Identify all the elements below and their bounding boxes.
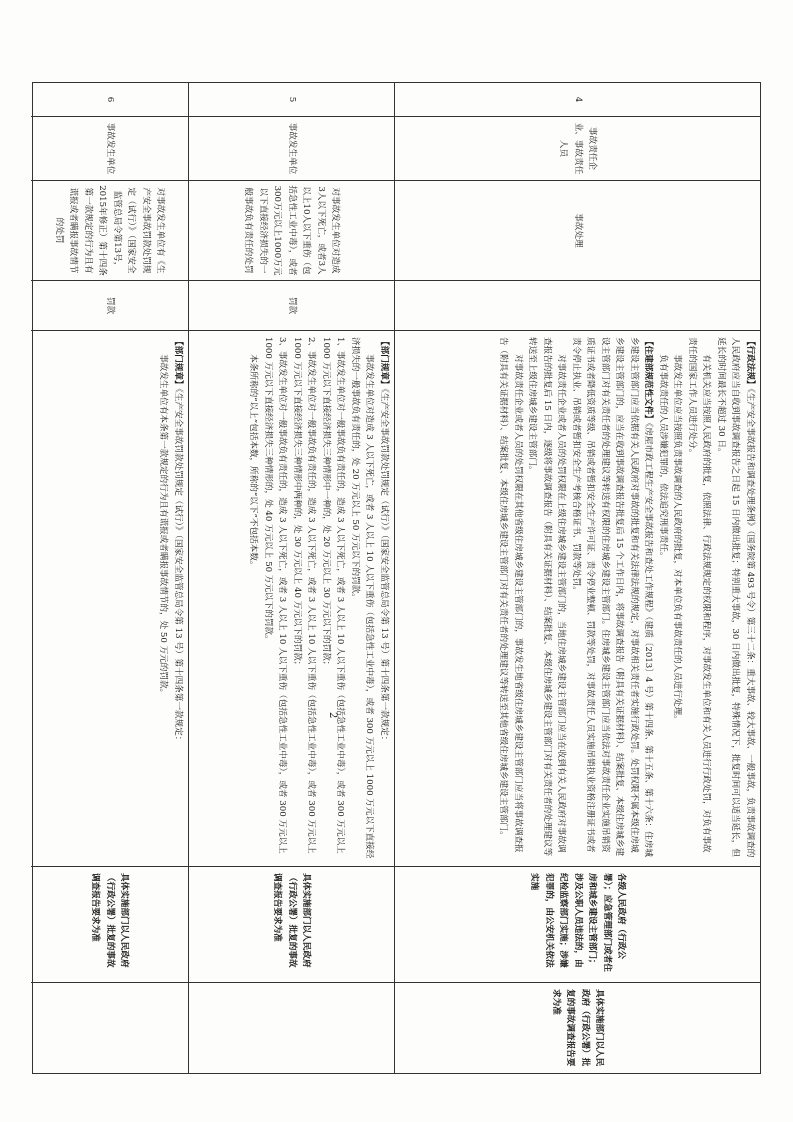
basis-tag: 【行政法规】 [745,337,755,389]
table-row [31,83,188,1073]
row-responsible-dept: 具体实施部门以人民政府（行政公署）批复的事故调查报告要求为准 [189,867,394,983]
row-responsible-dept: 各级人民政府（行政公署）；应急管理部门或者住房和城乡建设主管部门；涉及公职人员违法的，由纪检监察部门实施；涉嫌犯罪的，由公安机关依法实施 [395,867,760,983]
row-item-type: 罚款 [189,281,394,331]
row-legal-basis [395,331,760,867]
row-item-name: 对事故发生单位有《生产安全事故罚款处罚规定（试行）》（国家安全监管总局令第13号，2015年修正）第十四条第一款规定的行为且有谎报或者瞒报事故情节的处罚 [31,181,188,281]
basis-text: 对事故责任企业或者人员的处罚权限在其他省级住房城乡建设主管部门的，事故发生地省级住房城乡建设主管部门应当将事故调查报告（附具有关证据材料）、结案批复、本级住房城乡建设主管部门对有关责任者的处理建议等转送至其他省级住房城乡建设主管部门。 [498,337,523,853]
row-implementing-dept [189,983,394,1075]
basis-tag: 【住建部规范性文件】 [643,337,654,423]
penalty-table [32,82,761,1074]
row-number: 6 [31,83,188,117]
basis-text: 3、事故发生单位对一般事故负有责任的，造成 3 人以下死亡，或者 3 人以上 10 人以下重伤（包括急性工业中毒），或者 300 万元以上 1000 万元以下直接经济损失三种情形的，处 40 万元以上 50 万元以下的罚款。 [263,337,288,854]
page-number: 2 [327,712,338,719]
row-subject: 事故责任企业、事故责任人员 [395,117,760,181]
basis-text: 《生产安全事故报告和调查处理条例》（国务院第 493 号令）第三十二条：重大事故、较大事故、一般事故，负责事故调查的人民政府应当自收到事故调查报告之日起 15 日内做出批复；特别重大事故，30 日内做出批复，特殊情况下，批复时间可以适当延长，但延长的时间最长不超过 30 日。 [716,337,755,858]
row-implementing-dept: 具体实施部门以人民政府（行政公署）批复的事故调查报告要求为准 [551,989,605,1067]
basis-tag: 【部门规章】 [379,337,389,389]
basis-text: 事故发生单位应当按照负责事故调查的人民政府的批复，对本单位负有事故责任的人员进行处理。 [672,354,683,724]
basis-text: 对事故责任企业或者人员的处罚权限在上级住房城乡建设主管部门的，当地住房城乡建设主管部门应当在收到有关人民政府对事故调查报告的批复后 15 日内，逐级将事故调查报告（附具有关证据材料）、结案批复、本级住房城乡建设主管部门对有关责任者的处理建议等转送至上级住房城乡建设主管部门。 [527,337,567,857]
row-legal-basis [31,331,188,867]
table-row [188,83,394,1073]
row-item-name: 对事故发生单位对造成3人以下死亡，或者3人以上10人以下重伤（包括急性工业中毒），或者300万元以上1000万元以下直接经济损失的一般事故负有责任的处罚 [189,181,394,281]
row-legal-basis [189,331,394,867]
basis-text: 《房屋市政工程生产安全事故报告和查处工作规程》（建质〔2013〕4 号）第十四条、第十五条、第十六条：住房城乡建设主管部门应当依据有关人民政府对事故的批复和有关法律法规的规定，对事故相关责任者实施行政处罚。处罚权限不属本级住房城乡建设主管部门的，应当在收到事故调查报告批复后 15 个工作日内，将事故调查报告（附具有关证据材料）、结案批复、本级住房城乡建设主管部门对有关责任者的处理建议等转送有权限的住房城乡建设主管部门。住房城乡建设主管部门应当依法对事故责任企业实施吊销资质证书或者降低资质等级、吊销或者暂扣安全生产许可证、责令停业整顿、罚款等处罚，对事故责任人员实施吊销执业资格注册证书或者责令停止执业、吊销或者暂扣安全生产考核合格证书、罚款等处罚。 [571,337,654,857]
row-item-type: 罚款 [31,281,188,331]
basis-text: 本条所称的“以上”包括本数，所称的“以下”不包括本数。 [248,354,259,570]
row-subject: 事故发生单位 [189,117,394,181]
row-responsible-dept: 具体实施部门以人民政府（行政公署）批复的事故调查报告要求为准 [31,867,188,983]
basis-text: 负有事故责任的人员涉嫌犯罪的，依法追究刑事责任。 [658,354,668,561]
row-subject: 事故发生单位 [31,117,188,181]
basis-text: 1、事故发生单位对一般事故负有责任的，造成 3 人以下死亡，或者 3 人以上 10 人以下重伤（包括急性工业中毒），或者 300 万元以上 1000 万元以下直接经济损失三种情形中一种的，处 20 万元以上 30 万元以下的罚款； [321,337,346,854]
basis-text: 有关机关应当按照人民政府的批复，依照法律、行政法规规定的权限和程序，对事故发生单位和有关人员进行行政处罚，对负有事故责任的国家工作人员进行处分。 [687,337,712,853]
basis-text: 2、事故发生单位对一般事故负有责任的，造成 3 人以下死亡，或者 3 人以上 10 人以下重伤（包括急性工业中毒），或者 300 万元以上 1000 万元以下直接经济损失三种情形中两种的，处 30 万元以上 40 万元以下的罚款； [292,337,317,854]
table-row [394,83,760,1073]
row-item-name: 事故处理 [395,181,760,281]
row-item-type [395,281,760,331]
row-number: 5 [189,83,394,117]
basis-text: 《生产安全事故罚款处罚规定（试行）》（国家安全监管总局令第 13 号）第十四条第一款规定： [379,388,389,745]
basis-text: 事故发生单位对造成 3 人以下死亡，或者 3 人以上 10 人以下重伤（包括急性工业中毒），或者 300 万元以上 1000 万元以下直接经济损失的一般事故负有责任的，处 20 万元以上 50 万元以下的罚款。 [350,337,375,859]
basis-text: 《生产安全事故罚款处罚规定（试行）》（国家安全监管总局令第 13 号）第十四条第一款规定： [173,388,183,745]
basis-text: 事故发生单位有本条第一款规定的行为且有谎报或者瞒报事故情节的，处 50 万元的罚款。 [158,354,169,698]
basis-tag: 【部门规章】 [173,337,183,389]
row-implementing-dept [31,983,188,1075]
row-number: 4 [395,83,760,117]
